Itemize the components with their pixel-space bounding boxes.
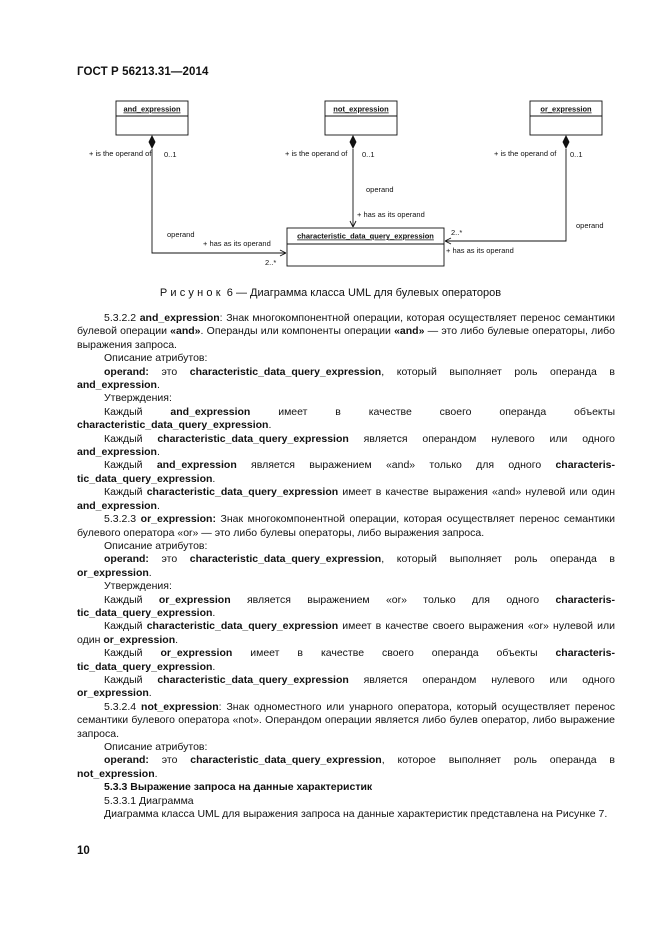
role-not-is-operand-of: + is the operand of: [285, 149, 348, 158]
caption-text: Диаграмма класса UML для булевых операторов: [250, 287, 502, 299]
mult-or-2n: 2..*: [451, 228, 463, 237]
role-and-has-as-its-operand: + has as its operand: [203, 239, 271, 248]
paragraph-diagram-reference: Диаграмма класса UML для выражения запроса на данные характеристик представлена на Рисунке 7.: [104, 808, 608, 821]
paragraph-assertion: Каждый characteristic_data_query_expression является операндом нулевого или одного and_expression.: [77, 432, 616, 459]
paragraph-assertion: Каждый and_expression имеет в качестве своего операнда объекты characteristic_data_query_expression.: [77, 405, 616, 432]
document-body: [77, 312, 615, 821]
role-or-operand: operand: [576, 221, 604, 230]
association-not: [350, 135, 357, 227]
paragraph-or-operand: operand: это characteristic_data_query_expression, который выполняет роль операнда в or_expression.: [77, 553, 615, 579]
class-or-expression: [530, 101, 602, 135]
role-and-operand: operand: [167, 230, 195, 239]
mult-or-01: 0..1: [570, 150, 583, 159]
paragraph-attributes-heading: Описание атрибутов:: [104, 741, 208, 753]
class-characteristic-data-query-expression: [287, 228, 444, 266]
caption-dash: —: [235, 287, 247, 299]
class-not-expression: [325, 101, 397, 135]
paragraph-assertions-heading: Утверждения:: [104, 392, 172, 405]
class-cdq-name: characteristic_data_query_expression: [297, 231, 434, 241]
paragraph-assertion: Каждый and_expression является выражением «and» только для одного characteris-tic_data_query_expression.: [77, 459, 616, 485]
figure-caption: [0, 287, 661, 299]
class-and-expression: [116, 101, 188, 135]
paragraph-attributes-heading: Описание атрибутов:: [104, 539, 208, 552]
paragraph-assertion: Каждый characteristic_data_query_expression имеет в качестве выражения «and» нулевой или один and_expression.: [77, 486, 615, 512]
paragraph-not-operand: operand: это characteristic_data_query_expression, которое выполняет роль операнда в not_expression.: [77, 754, 615, 780]
paragraph-or-expression: 5.3.2.3 or_expression: Знак многокомпонентной операции, которая осуществляет перенос семантики булевого оператора «or» — это либо булевы операторы, либо выражения запроса.: [77, 513, 616, 539]
mult-and-2n: 2..*: [265, 258, 277, 267]
mult-not-01: 0..1: [362, 150, 375, 159]
document-header: ГОСТ Р 56213.31—2014: [77, 66, 209, 78]
page-number: 10: [77, 845, 90, 857]
paragraph-and-expression: 5.3.2.2 and_expression: Знак многокомпонентной операции, которая осуществляет перенос семантики булевой операции «and». Операнды или компоненты операции «and» — это либо булевые операторы, либо выражения запроса.: [77, 312, 615, 351]
paragraph-assertion: Каждый or_expression является выражением «or» только для одного characteris-tic_data_query_expression.: [77, 593, 615, 619]
role-or-is-operand-of: + is the operand of: [494, 149, 557, 158]
paragraph-and-operand: operand: это characteristic_data_query_expression, который выполняет роль операнда в and_expression.: [77, 365, 615, 392]
class-not-expression-name: not_expression: [333, 104, 389, 114]
role-not-has-as-its-operand: + has as its operand: [357, 210, 425, 219]
uml-class-diagram: [0, 0, 661, 285]
paragraph-assertion: Каждый characteristic_data_query_expression является операндом нулевого или одного or_expression.: [77, 673, 616, 700]
subsection-heading: 5.3.3.1 Диаграмма: [104, 794, 194, 807]
role-not-operand: operand: [366, 185, 394, 194]
section-heading: 5.3.3 Выражение запроса на данные характеристик: [104, 781, 373, 794]
role-and-is-operand-of: + is the operand of: [89, 149, 152, 158]
paragraph-not-expression: 5.3.2.4 not_expression: Знак одноместного или унарного оператора, который осуществляет перенос семантики булевого оператора «not». Операндом операции является либо булев оператор, либо выражение запроса.: [77, 700, 616, 740]
class-and-expression-name: and_expression: [123, 104, 181, 114]
mult-and-01: 0..1: [164, 150, 177, 159]
paragraph-assertion: Каждый or_expression имеет в качестве своего операнда объекты characteris-tic_data_query_expression.: [77, 647, 616, 673]
paragraph-assertions-heading: Утверждения:: [104, 580, 172, 593]
role-or-has-as-its-operand: + has as its operand: [446, 246, 514, 255]
caption-label: Рисунок: [159, 287, 224, 299]
class-or-expression-name: or_expression: [540, 104, 592, 114]
paragraph-assertion: Каждый characteristic_data_query_expression имеет в качестве своего выражения «or» нулевой или один or_expression.: [77, 620, 615, 646]
paragraph-attributes-heading: Описание атрибутов:: [104, 352, 208, 365]
caption-number: 6: [226, 287, 233, 299]
